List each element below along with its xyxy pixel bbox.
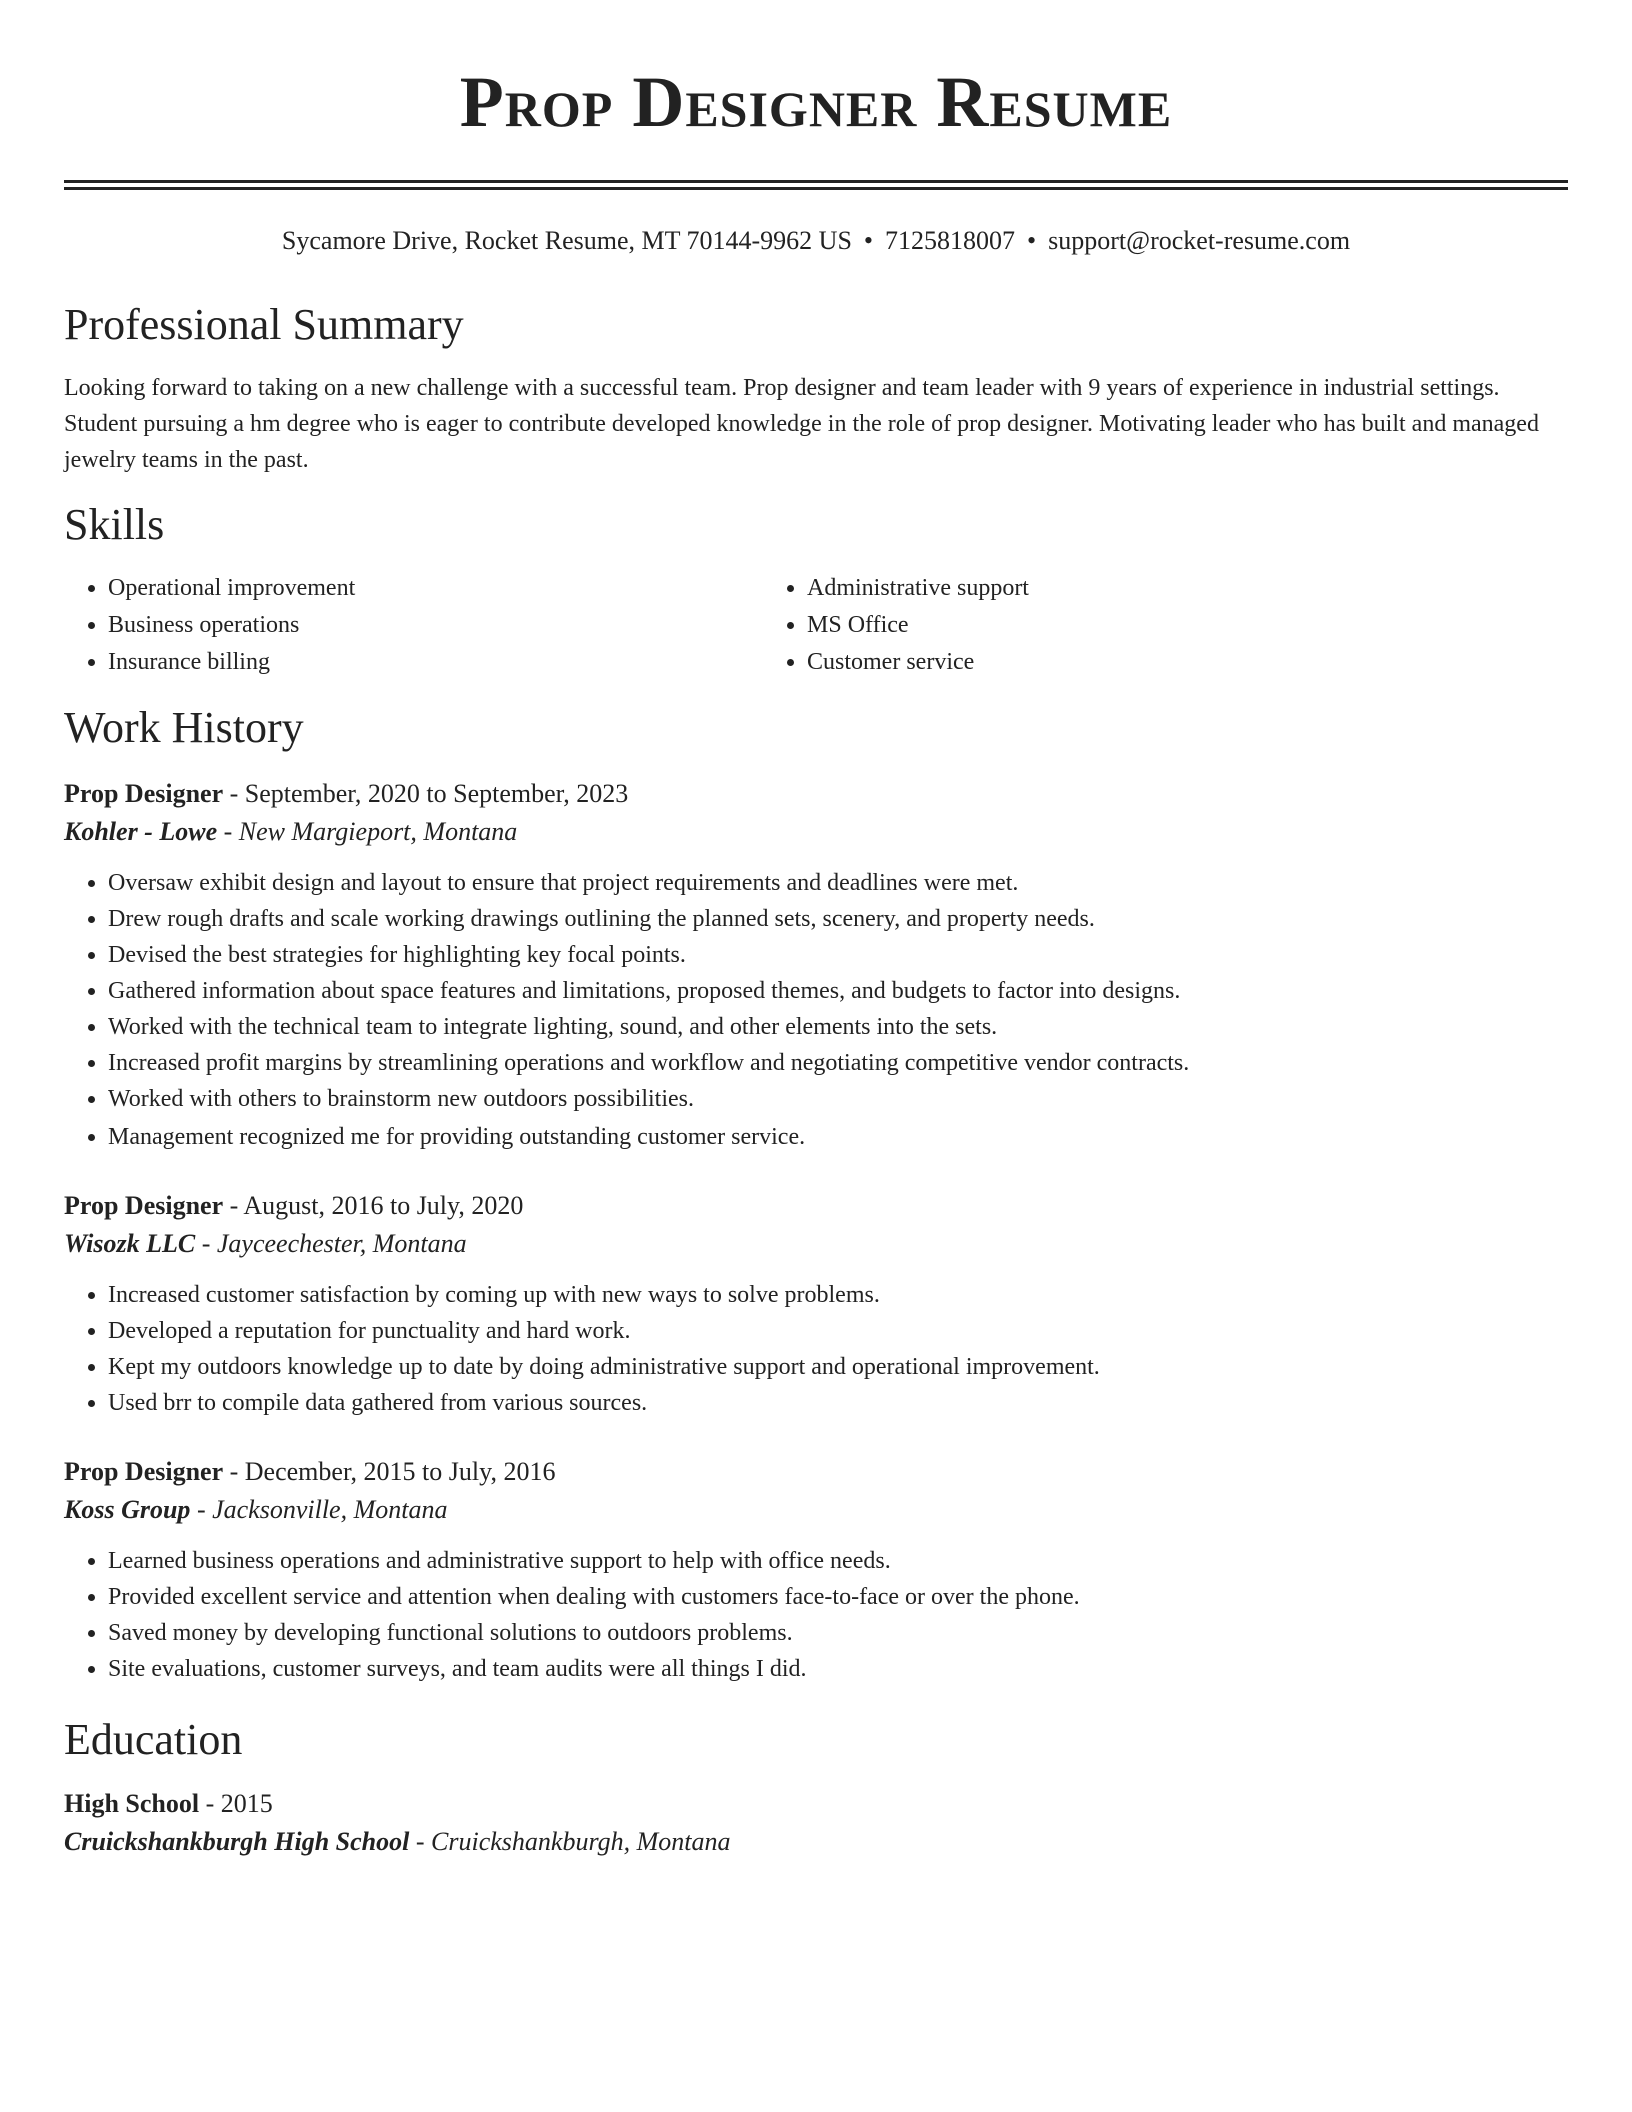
job-dates: - September, 2020 to September, 2023	[223, 779, 629, 808]
job-title: Prop Designer	[64, 779, 224, 808]
job-bullet: • Worked with the technical team to integrate lighting, sound, and other elements into the sets.	[108, 1009, 1568, 1045]
education-degree: High School	[64, 1789, 200, 1818]
job-bullet: • Devised the best strategies for highlighting key focal points.	[108, 937, 1568, 973]
job-location: - Jayceechester, Montana	[195, 1229, 467, 1258]
job-bullet: • Kept my outdoors knowledge up to date by doing administrative support and operational improvement.	[108, 1349, 1568, 1385]
job-bullet: • Provided excellent service and attention when dealing with customers face-to-face or over the phone.	[108, 1579, 1568, 1615]
skills-list	[64, 570, 1568, 681]
job-title-line	[64, 775, 1568, 813]
education-entry	[64, 1785, 1568, 1861]
education-school-line	[64, 1823, 1568, 1861]
job-bullet: • Worked with others to brainstorm new outdoors possibilities.	[108, 1081, 1568, 1117]
job-dates: - August, 2016 to July, 2020	[223, 1191, 524, 1220]
skill-item: • Administrative support	[807, 570, 1568, 607]
job-bullet: • Management recognized me for providing outstanding customer service.	[108, 1117, 1568, 1157]
job-entry	[64, 1453, 1568, 1687]
skill-item: • Business operations	[108, 607, 763, 644]
job-bullets	[64, 1543, 1568, 1687]
job-company-line	[64, 1225, 1568, 1263]
job-bullet: • Site evaluations, customer surveys, and team audits were all things I did.	[108, 1651, 1568, 1687]
skills-heading: Skills	[64, 500, 165, 549]
job-bullet: • Increased customer satisfaction by coming up with new ways to solve problems.	[108, 1277, 1568, 1313]
education-heading: Education	[64, 1715, 243, 1764]
job-bullet: • Used brr to compile data gathered from various sources.	[108, 1385, 1568, 1421]
job-location: - New Margieport, Montana	[217, 817, 518, 846]
job-company: Kohler - Lowe	[64, 817, 218, 846]
job-title-line	[64, 1453, 1568, 1491]
job-entry	[64, 775, 1568, 1157]
contact-separator: •	[1027, 226, 1037, 255]
job-bullets	[64, 865, 1568, 1157]
job-title-line	[64, 1187, 1568, 1225]
job-dates: - December, 2015 to July, 2016	[223, 1457, 556, 1486]
education-year: - 2015	[199, 1789, 273, 1818]
summary-heading: Professional Summary	[64, 300, 464, 349]
job-company-line	[64, 1491, 1568, 1529]
job-title: Prop Designer	[64, 1457, 224, 1486]
skill-item: • Operational improvement	[108, 570, 763, 607]
job-bullet: • Drew rough drafts and scale working drawings outlining the planned sets, scenery, and property needs.	[108, 901, 1568, 937]
job-bullet: • Saved money by developing functional solutions to outdoors problems.	[108, 1615, 1568, 1651]
skill-item: • Insurance billing	[108, 644, 763, 681]
job-bullets	[64, 1277, 1568, 1421]
education-school: Cruickshankburgh High School	[64, 1827, 410, 1856]
job-bullet: • Oversaw exhibit design and layout to ensure that project requirements and deadlines were met.	[108, 865, 1568, 901]
job-bullet: • Developed a reputation for punctuality and hard work.	[108, 1313, 1568, 1349]
contact-email: support@rocket-resume.com	[1048, 226, 1351, 255]
contact-address: Sycamore Drive, Rocket Resume, MT 70144-9962 US	[281, 226, 852, 255]
work-history-heading: Work History	[64, 703, 304, 752]
job-company-line	[64, 813, 1568, 851]
job-company: Koss Group	[64, 1495, 191, 1524]
contact-phone: 7125818007	[885, 226, 1016, 255]
job-bullet: • Increased profit margins by streamlining operations and workflow and negotiating competitive vendor contracts.	[108, 1045, 1568, 1081]
contact-line	[64, 224, 1568, 258]
job-bullet: • Learned business operations and administrative support to help with office needs.	[108, 1543, 1568, 1579]
skills-column-right	[763, 570, 1568, 681]
skill-item: • MS Office	[807, 607, 1568, 644]
education-location: - Cruickshankburgh, Montana	[409, 1827, 731, 1856]
job-entry	[64, 1187, 1568, 1421]
education-degree-line	[64, 1785, 1568, 1823]
skill-item: • Customer service	[807, 644, 1568, 681]
job-location: - Jacksonville, Montana	[190, 1495, 448, 1524]
job-bullet: • Gathered information about space features and limitations, proposed themes, and budgets to factor into designs.	[108, 973, 1568, 1009]
summary-text: Looking forward to taking on a new challenge with a successful team. Prop designer and team leader with 9 years of experience in industrial settings. Student pursuing a hm degree who is eager to contribute developed knowledge in the role of prop designer. Motivating leader who has built and managed jewelry teams in the past.	[64, 375, 1539, 473]
skills-column-left	[64, 570, 763, 681]
job-company: Wisozk LLC	[64, 1229, 196, 1258]
contact-separator: •	[863, 226, 874, 255]
title-double-rule	[64, 180, 1568, 190]
resume-title: Prop Designer Resume	[459, 62, 1173, 142]
job-title: Prop Designer	[64, 1191, 224, 1220]
